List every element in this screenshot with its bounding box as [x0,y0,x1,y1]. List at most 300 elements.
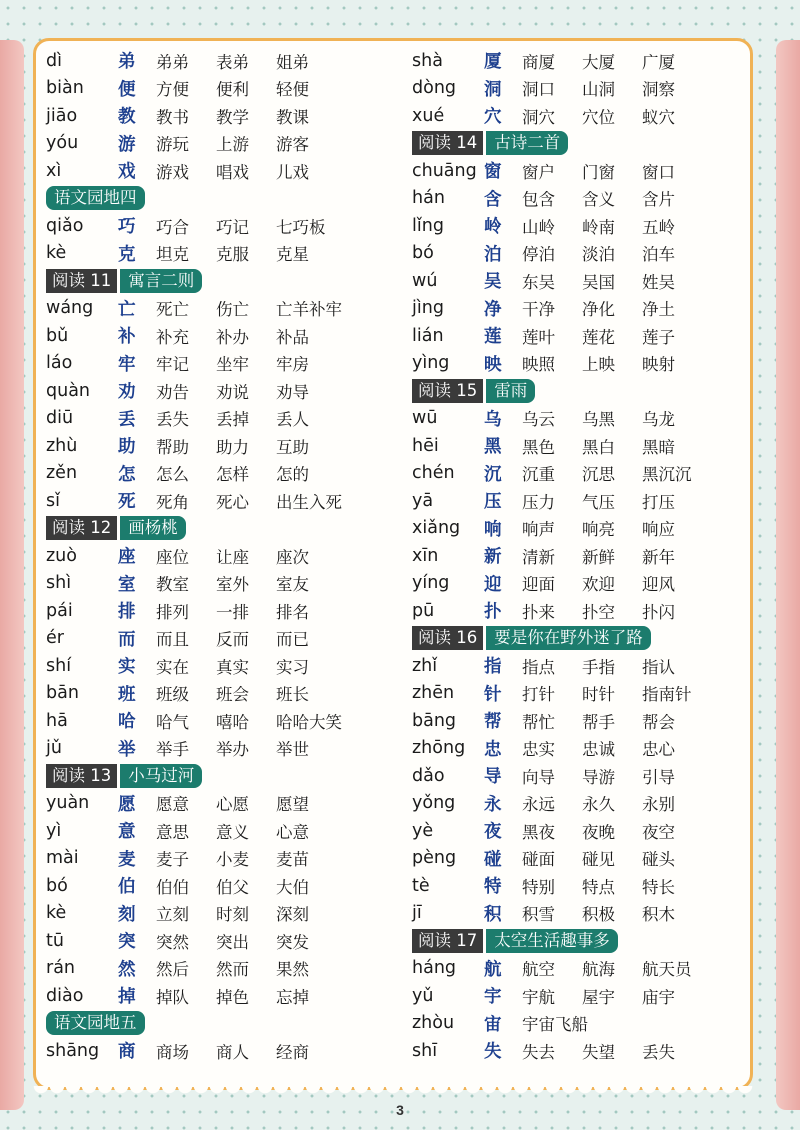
word: 游戏 [156,162,189,182]
word: 出生入死 [276,492,342,512]
pinyin: kè [46,903,67,924]
word: 迎风 [642,575,675,595]
pinyin: bāng [412,710,457,731]
pinyin: yǒng [412,793,456,814]
vocab-row [412,322,772,350]
word: 宇航 [522,987,555,1007]
word: 劝说 [216,382,249,402]
vocab-row [46,680,406,708]
vocab-row [46,460,406,488]
vocab-row [46,157,406,185]
word: 补品 [276,327,309,347]
word: 麦苗 [276,850,309,870]
vocab-row [46,735,406,763]
word: 泊车 [642,245,675,265]
character: 便 [118,79,136,100]
pinyin: pèng [412,848,457,869]
word: 克星 [276,245,309,265]
word: 航空 [522,960,555,980]
word: 轻便 [276,80,309,100]
word: 庙宇 [642,987,675,1007]
word: 乌云 [522,410,555,430]
vocab-row [46,240,406,268]
pinyin: shāng [46,1040,100,1061]
word: 亡羊补牢 [276,300,342,320]
pinyin: dì [46,50,62,71]
word: 指点 [522,657,555,677]
word: 丢掉 [216,410,249,430]
vocab-row [412,405,772,433]
lesson-header [412,377,772,405]
word: 夜晚 [582,822,615,842]
word: 然后 [156,960,189,980]
word: 压力 [522,492,555,512]
word: 黑白 [582,437,615,457]
vocab-row [46,377,406,405]
character: 碰 [484,849,502,870]
word: 上游 [216,135,249,155]
character: 导 [484,767,502,788]
pinyin: pái [46,600,73,621]
word: 欢迎 [582,575,615,595]
word: 积木 [642,905,675,925]
character: 意 [118,822,136,843]
word: 助力 [216,437,249,457]
vocab-row [412,47,772,75]
lesson-title: 寓言二则 [120,269,202,293]
word: 意思 [156,822,189,842]
pinyin: zěn [46,463,78,484]
word: 掉色 [216,987,249,1007]
word: 牢房 [276,355,309,375]
word: 劝告 [156,382,189,402]
character: 死 [118,492,136,513]
vocab-row [46,652,406,680]
word: 小麦 [216,850,249,870]
word: 新年 [642,547,675,567]
pinyin: lián [412,325,444,346]
word: 突然 [156,932,189,952]
word: 游客 [276,135,309,155]
vocab-row [46,130,406,158]
word: 帮会 [642,712,675,732]
word: 碰见 [582,850,615,870]
scalloped-edge [33,1086,753,1100]
character: 永 [484,794,502,815]
vocab-row [412,1037,772,1065]
word: 永久 [582,795,615,815]
character: 窗 [484,162,502,183]
pinyin: sǐ [46,490,60,511]
word: 指认 [642,657,675,677]
character: 针 [484,684,502,705]
word: 哈气 [156,712,189,732]
word: 坐牢 [216,355,249,375]
word: 愿意 [156,795,189,815]
word: 特点 [582,877,615,897]
pinyin: yì [46,820,62,841]
word: 游玩 [156,135,189,155]
pinyin: shī [412,1040,438,1061]
character: 举 [118,739,136,760]
word: 然而 [216,960,249,980]
word: 门窗 [582,162,615,182]
vocab-row [412,707,772,735]
word: 山岭 [522,217,555,237]
lesson-title: 太空生活趣事多 [486,929,618,953]
character: 含 [484,189,502,210]
vocab-row [412,432,772,460]
pinyin: rán [46,958,76,979]
vocab-row [412,240,772,268]
word: 时刻 [216,905,249,925]
word: 巧记 [216,217,249,237]
word: 清新 [522,547,555,567]
vocab-row [412,790,772,818]
word: 七巧板 [276,217,326,237]
character: 商 [118,1042,136,1063]
word: 克服 [216,245,249,265]
word: 互助 [276,437,309,457]
pinyin: háng [412,958,457,979]
character: 积 [484,904,502,925]
pinyin: quàn [46,380,91,401]
word: 洞穴 [522,107,555,127]
vocab-row [412,955,772,983]
character: 丢 [118,409,136,430]
character: 然 [118,959,136,980]
pinyin: chuāng [412,160,477,181]
vocab-row [46,955,406,983]
word: 怎的 [276,465,309,485]
right-decor-strip [776,40,800,1110]
word: 映射 [642,355,675,375]
character: 宙 [484,1014,502,1035]
lesson-title: 古诗二首 [486,131,568,155]
character: 扑 [484,602,502,623]
word: 唱戏 [216,162,249,182]
pinyin: láo [46,353,73,374]
word: 沉重 [522,465,555,485]
word: 响声 [522,520,555,540]
vocab-row [412,75,772,103]
pinyin: wū [412,408,438,429]
vocab-row [46,75,406,103]
word: 失去 [522,1042,555,1062]
word: 夜空 [642,822,675,842]
word: 真实 [216,657,249,677]
character: 室 [118,574,136,595]
word: 突发 [276,932,309,952]
pinyin: yíng [412,573,450,594]
vocab-row [46,790,406,818]
vocab-row [46,900,406,928]
word: 帮忙 [522,712,555,732]
word: 实在 [156,657,189,677]
lesson-header [46,762,406,790]
pinyin: yóu [46,133,79,154]
word: 时针 [582,685,615,705]
vocab-row [46,872,406,900]
word: 乌龙 [642,410,675,430]
vocab-row [46,597,406,625]
lesson-title: 小马过河 [120,764,202,788]
pinyin: yè [412,820,434,841]
lesson-header [46,185,406,213]
word: 伤亡 [216,300,249,320]
character: 沉 [484,464,502,485]
vocab-row [46,927,406,955]
vocab-row [46,707,406,735]
character: 特 [484,877,502,898]
lesson-header [46,515,406,543]
word: 屋宇 [582,987,615,1007]
word: 劝导 [276,382,309,402]
vocab-row [412,1010,772,1038]
word: 东吴 [522,272,555,292]
word: 永别 [642,795,675,815]
pinyin: tū [46,930,64,951]
character: 劝 [118,382,136,403]
word: 碰面 [522,850,555,870]
left-decor-strip [0,40,24,1110]
character: 泊 [484,244,502,265]
vocab-row [412,845,772,873]
vocab-row [46,212,406,240]
character: 助 [118,437,136,458]
word: 怎么 [156,465,189,485]
pinyin: bó [46,875,68,896]
word: 让座 [216,547,249,567]
word: 忠心 [642,740,675,760]
word: 伯父 [216,877,249,897]
character: 新 [484,547,502,568]
word: 引导 [642,767,675,787]
lesson-title: 要是你在野外迷了路 [486,626,651,650]
word: 举手 [156,740,189,760]
word: 洞察 [642,80,675,100]
word: 儿戏 [276,162,309,182]
pinyin: lǐng [412,215,444,236]
lesson-number: 阅读 12 [46,516,117,540]
vocab-row [46,295,406,323]
word: 响亮 [582,520,615,540]
pinyin: kè [46,243,67,264]
word: 反而 [216,630,249,650]
word: 忠实 [522,740,555,760]
lesson-number: 阅读 15 [412,379,483,403]
word: 意义 [216,822,249,842]
word: 含片 [642,190,675,210]
vocab-row [46,845,406,873]
pinyin: jiāo [46,105,78,126]
pinyin: yìng [412,353,450,374]
left-column [46,47,406,1065]
character: 岭 [484,217,502,238]
character: 迎 [484,574,502,595]
word: 姓吴 [642,272,675,292]
character: 乌 [484,409,502,430]
word: 净土 [642,300,675,320]
character: 巧 [118,217,136,238]
pinyin: bān [46,683,79,704]
word: 黑沉沉 [642,465,692,485]
word: 五岭 [642,217,675,237]
vocab-row [412,900,772,928]
word: 打压 [642,492,675,512]
character: 补 [118,327,136,348]
pinyin: zhòu [412,1013,455,1034]
word: 教书 [156,107,189,127]
word: 映照 [522,355,555,375]
word: 麦子 [156,850,189,870]
word: 班长 [276,685,309,705]
vocab-row [412,350,772,378]
character: 压 [484,492,502,513]
pinyin: diào [46,985,84,1006]
vocab-row [46,982,406,1010]
word: 淡泊 [582,245,615,265]
lesson-title: 画杨桃 [120,516,186,540]
vocab-row [412,570,772,598]
word: 帮助 [156,437,189,457]
pinyin: zuò [46,545,77,566]
character: 夜 [484,822,502,843]
word: 姐弟 [276,52,309,72]
character: 宇 [484,987,502,1008]
vocab-row [412,460,772,488]
vocab-row [46,487,406,515]
word: 室外 [216,575,249,595]
word: 向导 [522,767,555,787]
pinyin: bó [412,243,434,264]
lesson-title: 雷雨 [486,379,535,403]
pinyin: xì [46,160,62,181]
vocab-row [412,295,772,323]
pinyin: yuàn [46,793,90,814]
page-number: 3 [396,1102,404,1118]
pinyin: ér [46,628,64,649]
word: 补充 [156,327,189,347]
lesson-header [412,130,772,158]
character: 教 [118,107,136,128]
word: 而已 [276,630,309,650]
word: 新鲜 [582,547,615,567]
character: 而 [118,629,136,650]
word: 商厦 [522,52,555,72]
character: 愿 [118,794,136,815]
pinyin: wú [412,270,438,291]
word: 死亡 [156,300,189,320]
right-column [412,47,772,1065]
character: 牢 [118,354,136,375]
word: 气压 [582,492,615,512]
lesson-number: 阅读 16 [412,626,483,650]
word: 突出 [216,932,249,952]
word: 座次 [276,547,309,567]
word: 果然 [276,960,309,980]
character: 突 [118,932,136,953]
vocab-row [412,762,772,790]
word: 一排 [216,602,249,622]
word: 大厦 [582,52,615,72]
character: 指 [484,657,502,678]
character: 哈 [118,712,136,733]
word: 便利 [216,80,249,100]
word: 室友 [276,575,309,595]
character: 穴 [484,107,502,128]
section-title: 语文园地四 [46,186,145,210]
vocab-row [46,570,406,598]
lesson-number: 阅读 11 [46,269,117,293]
word: 穴位 [582,107,615,127]
word: 扑闪 [642,602,675,622]
word: 教室 [156,575,189,595]
word: 扑空 [582,602,615,622]
pinyin: jī [412,903,422,924]
vocab-row [46,47,406,75]
word: 积极 [582,905,615,925]
pinyin: yā [412,490,434,511]
word: 莲子 [642,327,675,347]
vocab-row [46,432,406,460]
word: 表弟 [216,52,249,72]
word: 牢记 [156,355,189,375]
word: 深刻 [276,905,309,925]
pinyin: xiǎng [412,518,461,539]
pinyin: xué [412,105,445,126]
character: 弟 [118,52,136,73]
word: 永远 [522,795,555,815]
vocab-row [412,735,772,763]
vocab-row [412,542,772,570]
character: 响 [484,519,502,540]
word: 碰头 [642,850,675,870]
word: 嘻哈 [216,712,249,732]
pinyin: qiǎo [46,215,84,236]
character: 刻 [118,904,136,925]
word: 乌黑 [582,410,615,430]
vocab-row [412,652,772,680]
section-title: 语文园地五 [46,1011,145,1035]
vocab-row [46,322,406,350]
word: 班会 [216,685,249,705]
character: 映 [484,354,502,375]
character: 净 [484,299,502,320]
pinyin: hā [46,710,68,731]
vocab-row [46,350,406,378]
word: 实习 [276,657,309,677]
character: 厦 [484,52,502,73]
vocab-row [412,817,772,845]
word: 广厦 [642,52,675,72]
vocab-row [46,102,406,130]
word: 方便 [156,80,189,100]
word: 丢失 [156,410,189,430]
pinyin: zhēn [412,683,455,704]
word: 停泊 [522,245,555,265]
vocab-row [412,872,772,900]
word: 莲叶 [522,327,555,347]
word: 排名 [276,602,309,622]
vocab-row [412,102,772,130]
pinyin: pū [412,600,435,621]
word: 窗口 [642,162,675,182]
word: 教课 [276,107,309,127]
vocab-row [412,597,772,625]
word: 干净 [522,300,555,320]
word: 掉队 [156,987,189,1007]
